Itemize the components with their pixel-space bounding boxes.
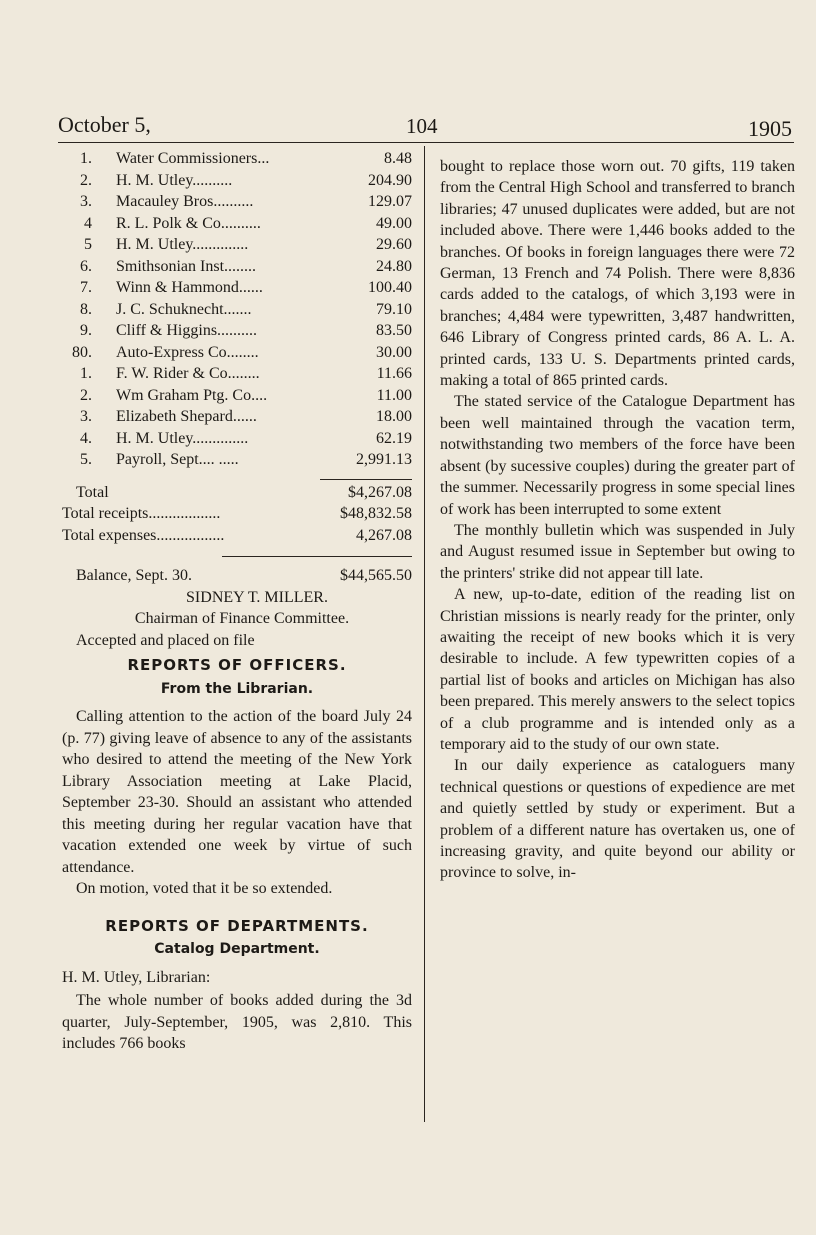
payment-number: 7.	[80, 279, 92, 296]
accepted-note: Accepted and placed on file	[76, 631, 255, 649]
total-amount: $4,267.08	[348, 483, 412, 501]
payment-payee: H. M. Utley..............	[116, 429, 249, 447]
total-row	[62, 482, 412, 504]
payment-amount: 29.60	[376, 236, 412, 253]
total-receipts-label: Total receipts..................	[62, 505, 221, 522]
balance-rule	[222, 556, 412, 557]
payment-number: 3.	[80, 408, 92, 425]
right-column	[440, 156, 795, 884]
total-expenses-row	[62, 525, 412, 547]
report-addressee: H. M. Utley, Librarian:	[62, 968, 211, 986]
payment-payee: Payroll, Sept.... .....	[116, 451, 239, 468]
departments-heading: REPORTS OF DEPARTMENTS.	[105, 916, 369, 935]
departments-subheading: Catalog Department.	[154, 941, 320, 957]
payment-row	[62, 299, 412, 321]
officers-paragraph: Calling attention to the action of the board July 24 (p. 77) giving leave of absence to any of the assistants who desired to attend the meeting of the New York Library Association meeting at Lake Placid, September 23-30. Should an assistant who attended this meeting during her regular vacation have that vacation extended one week by virtue of such attendance.	[62, 708, 412, 876]
header-year: 1905	[748, 116, 792, 141]
payment-number: 3.	[80, 193, 92, 210]
payment-amount: 11.00	[376, 386, 412, 404]
total-receipts-row	[62, 503, 412, 525]
balance-label: Balance, Sept. 30.	[76, 567, 192, 584]
column-divider	[424, 146, 425, 1122]
payment-number: 9.	[80, 322, 92, 339]
payment-payee: Winn & Hammond......	[116, 279, 263, 296]
catalog-paragraph: The whole number of books added during the 3d quarter, July-September, 1905, was 2,810. This includes 766 books	[62, 992, 412, 1052]
header-date: October 5,	[58, 112, 151, 137]
payment-amount: 100.40	[368, 279, 412, 296]
payment-number: 5	[84, 236, 92, 253]
total-receipts-amount: $48,832.58	[340, 505, 412, 522]
payment-payee: Wm Graham Ptg. Co....	[116, 386, 268, 404]
payment-number: 2.	[80, 171, 92, 189]
payment-payee: R. L. Polk & Co..........	[116, 214, 261, 232]
cataloguers-paragraph: In our daily experience as cataloguers many technical questions or questions of expedience are met and quietly settled by study or experiment. But a problem of a different nature has overtaken us, one of increasing gravity, and quite beyond our ability or province to solve, in-	[440, 757, 795, 882]
balance-row	[62, 565, 412, 587]
payment-row	[62, 213, 412, 235]
payment-amount: 204.90	[368, 171, 412, 189]
payment-amount: 79.10	[376, 300, 412, 318]
motion-paragraph: On motion, voted that it be so extended.	[76, 880, 333, 897]
payment-amount: 30.00	[376, 343, 412, 361]
left-column	[62, 148, 412, 1055]
continued-paragraph: bought to replace those worn out. 70 gifts, 119 taken from the Central High School and transferred to branch libraries; 47 unused duplicates were added, but are not included above. There were 1,446 books added to the branches. Of books in foreign languages there were 72 German, 13 French and 74 Polish. There were 8,836 cards added to the catalogs, of which 3,193 were in branches; 4,484 were typewritten, 3,487 handwritten, 646 Library of Congress printed cards, 86 A. L. A. printed cards, 133 U. S. Departments printed cards, making a total of 865 printed cards.	[440, 158, 795, 390]
total-rule	[320, 479, 412, 480]
payment-payee: H. M. Utley..............	[116, 236, 249, 253]
payment-row	[62, 385, 412, 407]
page-number: 104	[406, 114, 438, 138]
total-expenses-amount: 4,267.08	[356, 526, 412, 544]
payment-payee: H. M. Utley..........	[116, 171, 233, 189]
payment-amount: 18.00	[376, 408, 412, 425]
payment-row	[62, 406, 412, 428]
payment-amount: 11.66	[376, 365, 412, 382]
payment-row	[62, 191, 412, 213]
total-label: Total	[76, 483, 109, 501]
reading-list-paragraph: A new, up-to-date, edition of the reading list on Christian missions is nearly ready for the printer, only awaiting the receipt of new books which it is very desirable to include. A few typewritten copies of a partial list of books and articles on Michigan has also been prepared. This merely answers to the select topics of a club programme and is intended only as a temporary aid to the study of our own state.	[440, 586, 795, 753]
payment-payee: Auto-Express Co........	[116, 343, 259, 361]
payment-amount: 2,991.13	[356, 451, 412, 468]
payment-amount: 8.48	[384, 150, 412, 167]
payments-list	[62, 148, 412, 471]
payment-number: 4.	[80, 429, 92, 447]
payment-payee: Elizabeth Shepard......	[116, 408, 257, 425]
bulletin-paragraph: The monthly bulletin which was suspended in July and August resumed issue in September but owing to the printers' strike did not appear till late.	[440, 521, 795, 582]
balance-amount: $44,565.50	[340, 567, 412, 584]
payment-number: 8.	[80, 300, 92, 318]
payment-amount: 83.50	[376, 322, 412, 339]
payment-row	[62, 148, 412, 170]
payment-row	[62, 234, 412, 256]
payment-row	[62, 449, 412, 471]
header-rule	[58, 142, 794, 143]
service-paragraph: The stated service of the Catalogue Department has been well maintained through the vacation term, notwithstanding two members of the force have been absent (by sucessive couples) during the greater part of the summer. Necessarily progress in some special lines of work has been interrupted to some extent	[440, 393, 795, 518]
payment-amount: 129.07	[368, 193, 412, 210]
payment-payee: Macauley Bros..........	[116, 193, 254, 210]
payment-payee: Water Commissioners...	[116, 150, 270, 167]
payment-row	[62, 277, 412, 299]
total-expenses-label: Total expenses.................	[62, 526, 225, 544]
officers-subheading: From the Librarian.	[160, 680, 314, 697]
payment-amount: 62.19	[376, 429, 412, 447]
payment-number: 1.	[80, 365, 92, 382]
payment-amount: 24.80	[376, 257, 412, 275]
payment-payee: F. W. Rider & Co........	[116, 365, 260, 382]
payment-number: 2.	[80, 386, 92, 404]
payment-payee: J. C. Schuknecht.......	[116, 300, 252, 318]
page-header	[58, 112, 794, 144]
payment-number: 5.	[80, 451, 92, 468]
signature-title: Chairman of Finance Committee.	[134, 610, 350, 627]
officers-heading: REPORTS OF OFFICERS.	[127, 656, 347, 674]
payment-row	[62, 256, 412, 278]
payment-amount: 49.00	[376, 214, 412, 232]
payment-row	[62, 170, 412, 192]
payment-row	[62, 342, 412, 364]
payment-number: 1.	[80, 150, 92, 167]
payment-payee: Smithsonian Inst........	[116, 257, 257, 275]
payment-number: 80.	[72, 343, 92, 361]
signature-name: SIDNEY T. MILLER.	[186, 588, 328, 606]
payment-number: 4	[84, 214, 92, 232]
payment-row	[62, 363, 412, 385]
payment-payee: Cliff & Higgins..........	[116, 322, 258, 339]
payment-row	[62, 320, 412, 342]
payment-row	[62, 428, 412, 450]
payment-number: 6.	[80, 257, 92, 275]
